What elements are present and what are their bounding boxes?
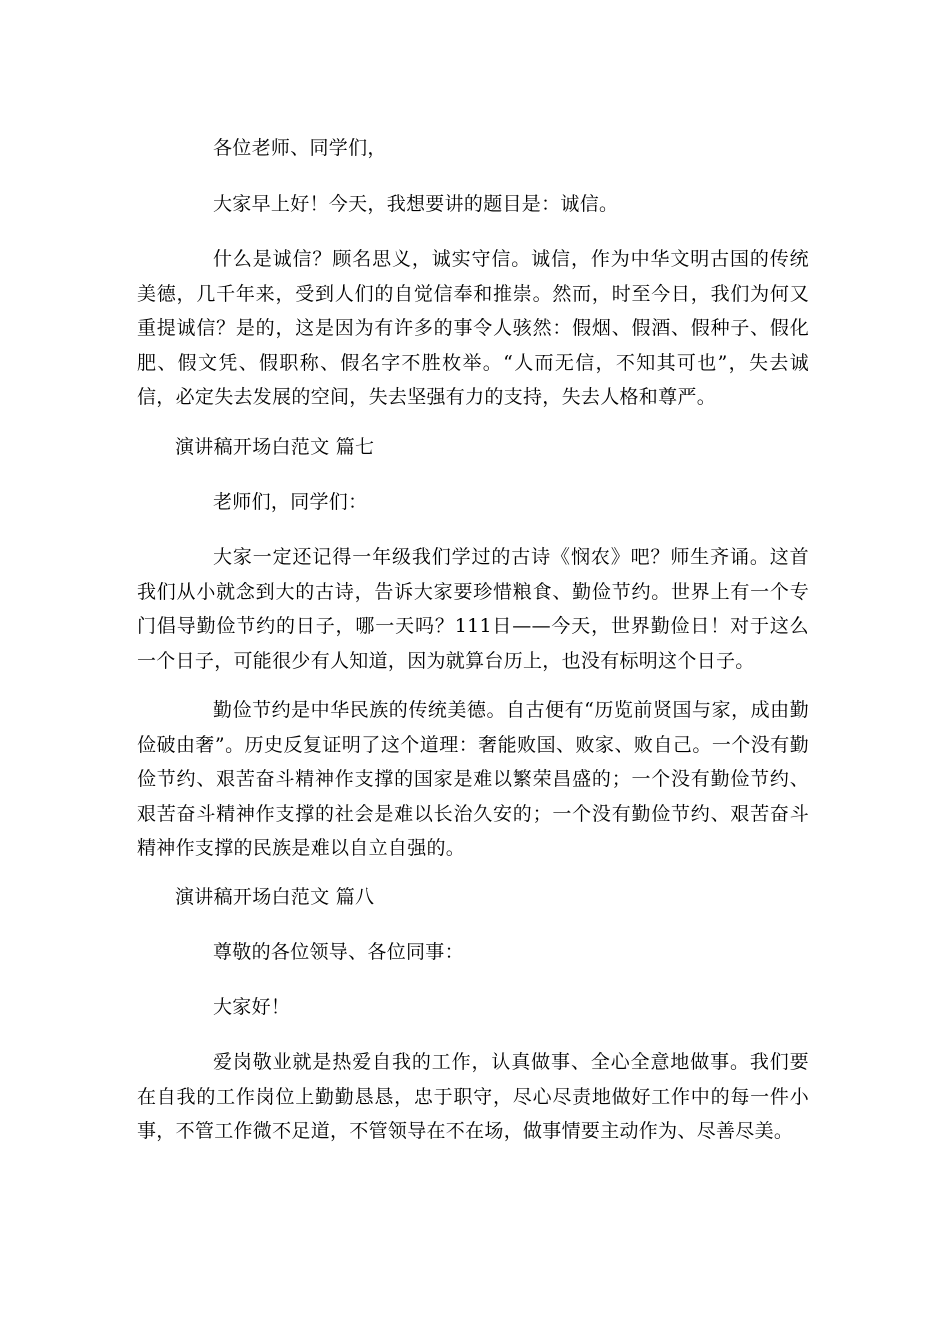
opening-line: 大家好！ <box>213 996 291 1018</box>
paragraph-thrift-virtue: 勤俭节约是中华民族的传统美德。自古便有“历览前贤国与家，成由勤俭破由奢”。历史反复证明了这个道理：奢能败国、败家、败自己。一个没有勤俭节约、艰苦奋斗精神作支撑的国家是难以繁荣昌盛的；一个没有勤俭节约、艰苦奋斗精神作支撑的社会是难以长治久安的；一个没有勤俭节约、艰苦奋斗精神作支撑的民族是难以自立自强的。 <box>137 699 809 859</box>
greeting-line: 老师们，同学们： <box>213 491 368 513</box>
opening-line: 大家早上好！今天，我想要讲的题目是：诚信。 <box>213 193 619 215</box>
section-heading-8: 演讲稿开场白范文 篇八 <box>175 886 375 908</box>
paragraph-dedication: 爱岗敬业就是热爱自我的工作，认真做事、全心全意地做事。我们要在自我的工作岗位上勤勤恳恳，忠于职守，尽心尽责地做好工作中的每一件小事，不管工作微不足道，不管领导在不在场，做事情要主动作为、尽善尽美。 <box>137 1051 809 1142</box>
greeting-line: 各位老师、同学们， <box>213 137 387 159</box>
paragraph-thrift-day: 大家一定还记得一年级我们学过的古诗《悯农》吧？师生齐诵。这首我们从小就念到大的古诗，告诉大家要珍惜粮食、勤俭节约。世界上有一个专门倡导勤俭节约的日子，哪一天吗？111日——今天，世界勤俭日！对于这么一个日子，可能很少有人知道，因为就算台历上，也没有标明这个日子。 <box>137 546 809 672</box>
section-heading-7: 演讲稿开场白范文 篇七 <box>175 436 375 458</box>
greeting-line: 尊敬的各位领导、各位同事： <box>213 941 464 963</box>
paragraph-integrity: 什么是诚信？顾名思义，诚实守信。诚信，作为中华文明古国的传统美德，几千年来，受到人们的自觉信奉和推崇。然而，时至今日，我们为何又重提诚信？是的，这是因为有许多的事令人骇然：假烟、假酒、假种子、假化肥、假文凭、假职称、假名字不胜枚举。“人而无信，不知其可也”，失去诚信，必定失去发展的空间，失去坚强有力的支持，失去人格和尊严。 <box>137 248 809 408</box>
